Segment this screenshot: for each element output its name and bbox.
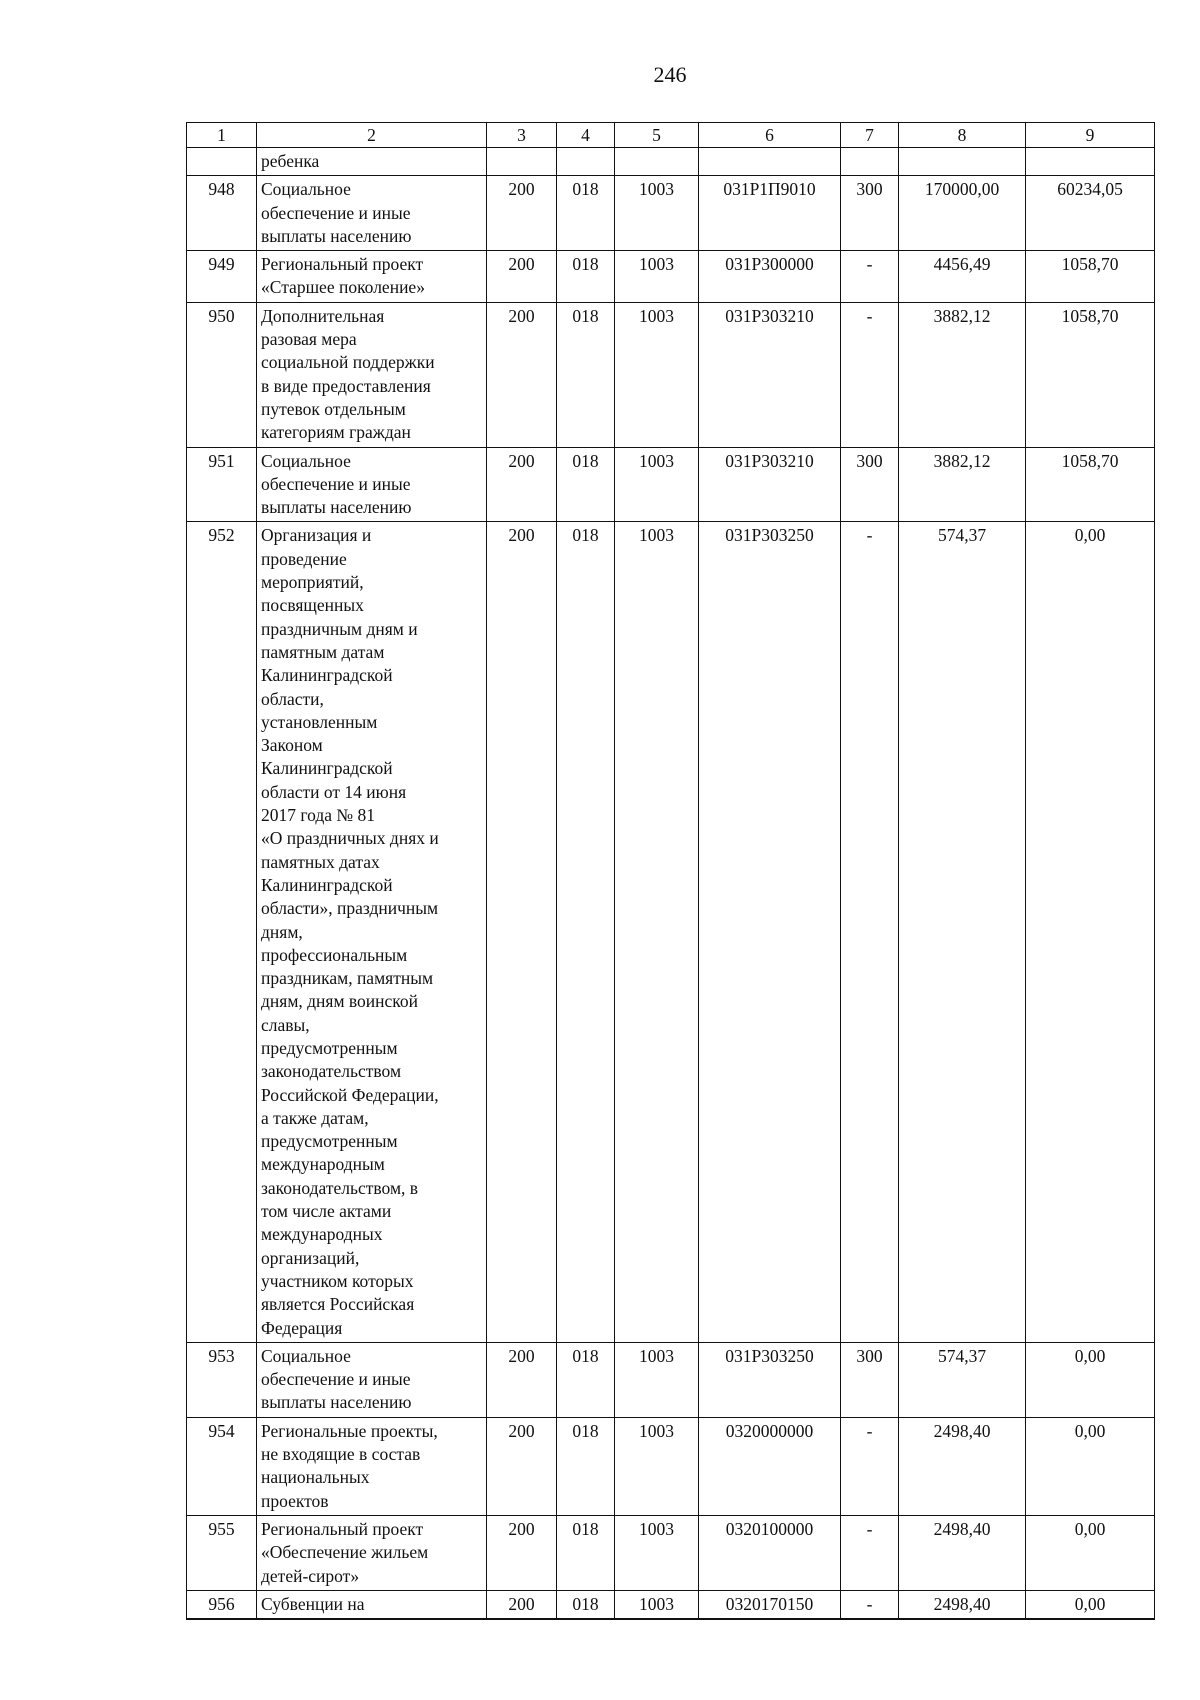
cell-c7 — [841, 148, 899, 176]
item-name-line: проектов — [261, 1490, 329, 1511]
cell-c7: - — [841, 302, 899, 447]
item-name-line: области», праздничным — [261, 898, 439, 919]
cell-c5: 1003 — [615, 176, 699, 251]
cell-c7: 300 — [841, 1342, 899, 1417]
item-name-line: том числе актами — [261, 1201, 392, 1222]
cell-c5: 1003 — [615, 1515, 699, 1590]
item-name-line: не входящие в состав — [261, 1444, 421, 1465]
item-name-cell — [257, 1590, 487, 1619]
cell-c3: 200 — [487, 1417, 557, 1515]
page-number: 246 — [653, 62, 687, 87]
item-name-line: праздничным дням и — [261, 618, 418, 639]
cell-c5: 1003 — [615, 1342, 699, 1417]
item-name-line: ребенка — [261, 151, 320, 171]
cell-c8: 2498,40 — [899, 1590, 1026, 1619]
item-name-line: «Обеспечение жильем — [261, 1542, 429, 1563]
item-name-line: проведение — [261, 548, 347, 569]
cell-c8: 4456,49 — [899, 251, 1026, 303]
cell-c4: 018 — [557, 176, 615, 251]
row-number-cell: 950 — [187, 302, 257, 447]
cell-c3: 200 — [487, 1515, 557, 1590]
item-name-line: обеспечение и иные — [261, 473, 411, 494]
cell-c3 — [487, 148, 557, 176]
cell-c7: - — [841, 1590, 899, 1619]
cell-c8: 3882,12 — [899, 302, 1026, 447]
item-name-line: выплаты населению — [261, 497, 412, 518]
item-name-line: Региональный проект — [261, 254, 424, 275]
item-name-line: области от 14 июня — [261, 781, 407, 802]
row-number-cell: 953 — [187, 1342, 257, 1417]
cell-c3: 200 — [487, 176, 557, 251]
cell-c9: 0,00 — [1026, 1342, 1155, 1417]
table-body — [187, 148, 1155, 1620]
cell-c4: 018 — [557, 251, 615, 303]
item-name-cell — [257, 148, 487, 176]
column-header: 8 — [899, 123, 1026, 148]
row-number-cell: 948 — [187, 176, 257, 251]
cell-c6: 031P300000 — [699, 251, 841, 303]
item-name-cell — [257, 176, 487, 251]
cell-c5: 1003 — [615, 447, 699, 522]
cell-c5 — [615, 148, 699, 176]
row-number-cell: 956 — [187, 1590, 257, 1619]
cell-c3: 200 — [487, 251, 557, 303]
row-number-cell: 951 — [187, 447, 257, 522]
cell-c8: 2498,40 — [899, 1515, 1026, 1590]
item-name-line: Калининградской — [261, 665, 393, 686]
cell-c9: 0,00 — [1026, 1590, 1155, 1619]
item-name-cell — [257, 1515, 487, 1590]
cell-c8 — [899, 148, 1026, 176]
item-name-line: разовая мера — [261, 329, 357, 350]
cell-c9 — [1026, 148, 1155, 176]
cell-c3: 200 — [487, 1590, 557, 1619]
cell-c3: 200 — [487, 522, 557, 1342]
item-name-line: дням, дням воинской — [261, 991, 419, 1012]
column-header: 7 — [841, 123, 899, 148]
item-name-line: «Старшее поколение» — [261, 277, 425, 298]
item-name-cell — [257, 1342, 487, 1417]
row-number-cell: 954 — [187, 1417, 257, 1515]
cell-c3: 200 — [487, 1342, 557, 1417]
item-name-line: установленным — [261, 711, 378, 732]
cell-c9: 0,00 — [1026, 522, 1155, 1342]
cell-c3: 200 — [487, 447, 557, 522]
column-header: 3 — [487, 123, 557, 148]
item-name-line: Калининградской — [261, 758, 393, 779]
item-name-line: памятных датах — [261, 851, 380, 872]
table-row — [187, 1417, 1155, 1515]
item-name-line: законодательством — [261, 1061, 402, 1082]
item-name-line: Законом — [261, 735, 323, 756]
item-name-line: участником которых — [261, 1270, 414, 1291]
column-header: 2 — [257, 123, 487, 148]
table-row — [187, 1342, 1155, 1417]
item-name-line: Социальное — [261, 450, 351, 471]
table-row — [187, 1515, 1155, 1590]
item-name-line: области, — [261, 688, 324, 709]
cell-c6: 0320000000 — [699, 1417, 841, 1515]
column-header: 9 — [1026, 123, 1155, 148]
cell-c7: - — [841, 522, 899, 1342]
item-name-line: обеспечение и иные — [261, 202, 411, 223]
item-name-line: международным — [261, 1154, 385, 1175]
item-name-line: 2017 года № 81 — [261, 805, 375, 826]
cell-c4: 018 — [557, 447, 615, 522]
table-row — [187, 522, 1155, 1342]
item-name-line: организаций, — [261, 1247, 360, 1268]
item-name-line: Организация и — [261, 525, 372, 546]
item-name-line: является Российская — [261, 1294, 415, 1315]
cell-c4: 018 — [557, 302, 615, 447]
item-name-line: обеспечение и иные — [261, 1369, 411, 1390]
item-name-line: национальных — [261, 1467, 370, 1488]
cell-c7: 300 — [841, 447, 899, 522]
cell-c7: - — [841, 251, 899, 303]
item-name-line: Субвенции на — [261, 1593, 365, 1614]
column-header: 6 — [699, 123, 841, 148]
item-name-line: «О праздничных днях и — [261, 828, 439, 849]
cell-c6: 031P1П9010 — [699, 176, 841, 251]
item-name-cell — [257, 302, 487, 447]
table-row — [187, 302, 1155, 447]
cell-c8: 3882,12 — [899, 447, 1026, 522]
item-name-line: а также датам, — [261, 1107, 369, 1128]
cell-c4: 018 — [557, 1417, 615, 1515]
cell-c4 — [557, 148, 615, 176]
item-name-line: Региональные проекты, — [261, 1420, 438, 1441]
item-name-line: выплаты населению — [261, 1392, 412, 1413]
cell-c8: 2498,40 — [899, 1417, 1026, 1515]
cell-c4: 018 — [557, 522, 615, 1342]
item-name-line: социальной поддержки — [261, 352, 435, 373]
cell-c9: 1058,70 — [1026, 447, 1155, 522]
cell-c5: 1003 — [615, 251, 699, 303]
item-name-line: путевок отдельным — [261, 398, 406, 419]
item-name-line: Социальное — [261, 1345, 351, 1366]
header-row — [187, 123, 1155, 148]
item-name-cell — [257, 522, 487, 1342]
cell-c5: 1003 — [615, 1417, 699, 1515]
column-header: 5 — [615, 123, 699, 148]
item-name-line: славы, — [261, 1014, 310, 1035]
item-name-cell — [257, 251, 487, 303]
item-name-line: в виде предоставления — [261, 375, 431, 396]
item-name-cell — [257, 447, 487, 522]
item-name-line: мероприятий, — [261, 572, 364, 593]
cell-c6 — [699, 148, 841, 176]
cell-c7: - — [841, 1515, 899, 1590]
item-name-line: дням, — [261, 921, 303, 942]
cell-c9: 0,00 — [1026, 1417, 1155, 1515]
cell-c7: 300 — [841, 176, 899, 251]
item-name-line: категориям граждан — [261, 422, 411, 443]
cell-c5: 1003 — [615, 522, 699, 1342]
table-row — [187, 148, 1155, 176]
item-name-line: профессиональным — [261, 944, 408, 965]
cell-c8: 574,37 — [899, 522, 1026, 1342]
item-name-line: Социальное — [261, 179, 351, 200]
cell-c5: 1003 — [615, 302, 699, 447]
item-name-line: Дополнительная — [261, 305, 385, 326]
cell-c6: 031P303250 — [699, 522, 841, 1342]
item-name-line: Федерация — [261, 1317, 343, 1338]
table-row — [187, 251, 1155, 303]
item-name-line: детей-сирот» — [261, 1565, 360, 1586]
row-number-cell: 955 — [187, 1515, 257, 1590]
cell-c3: 200 — [487, 302, 557, 447]
cell-c9: 1058,70 — [1026, 251, 1155, 303]
item-name-line: предусмотренным — [261, 1037, 398, 1058]
item-name-line: законодательством, в — [261, 1177, 419, 1198]
item-name-cell — [257, 1417, 487, 1515]
row-number-cell: 952 — [187, 522, 257, 1342]
item-name-line: Калининградской — [261, 874, 393, 895]
cell-c6: 0320170150 — [699, 1590, 841, 1619]
row-number-cell — [187, 148, 257, 176]
cell-c9: 60234,05 — [1026, 176, 1155, 251]
cell-c9: 1058,70 — [1026, 302, 1155, 447]
item-name-line: посвященных — [261, 595, 364, 616]
item-name-line: праздникам, памятным — [261, 968, 434, 989]
cell-c6: 031P303210 — [699, 302, 841, 447]
item-name-line: памятным датам — [261, 641, 385, 662]
cell-c4: 018 — [557, 1590, 615, 1619]
cell-c8: 574,37 — [899, 1342, 1026, 1417]
cell-c6: 0320100000 — [699, 1515, 841, 1590]
item-name-line: выплаты населению — [261, 225, 412, 246]
cell-c8: 170000,00 — [899, 176, 1026, 251]
cell-c6: 031P303210 — [699, 447, 841, 522]
cell-c5: 1003 — [615, 1590, 699, 1619]
budget-table — [186, 122, 1155, 1620]
cell-c7: - — [841, 1417, 899, 1515]
table-row — [187, 447, 1155, 522]
item-name-line: международных — [261, 1224, 383, 1245]
column-header: 4 — [557, 123, 615, 148]
item-name-line: предусмотренным — [261, 1131, 398, 1152]
cell-c6: 031P303250 — [699, 1342, 841, 1417]
cell-c9: 0,00 — [1026, 1515, 1155, 1590]
row-number-cell: 949 — [187, 251, 257, 303]
cell-c4: 018 — [557, 1515, 615, 1590]
cell-c4: 018 — [557, 1342, 615, 1417]
item-name-line: Российской Федерации, — [261, 1084, 439, 1105]
table-row — [187, 1590, 1155, 1619]
table-row — [187, 176, 1155, 251]
column-header: 1 — [187, 123, 257, 148]
item-name-line: Региональный проект — [261, 1518, 424, 1539]
